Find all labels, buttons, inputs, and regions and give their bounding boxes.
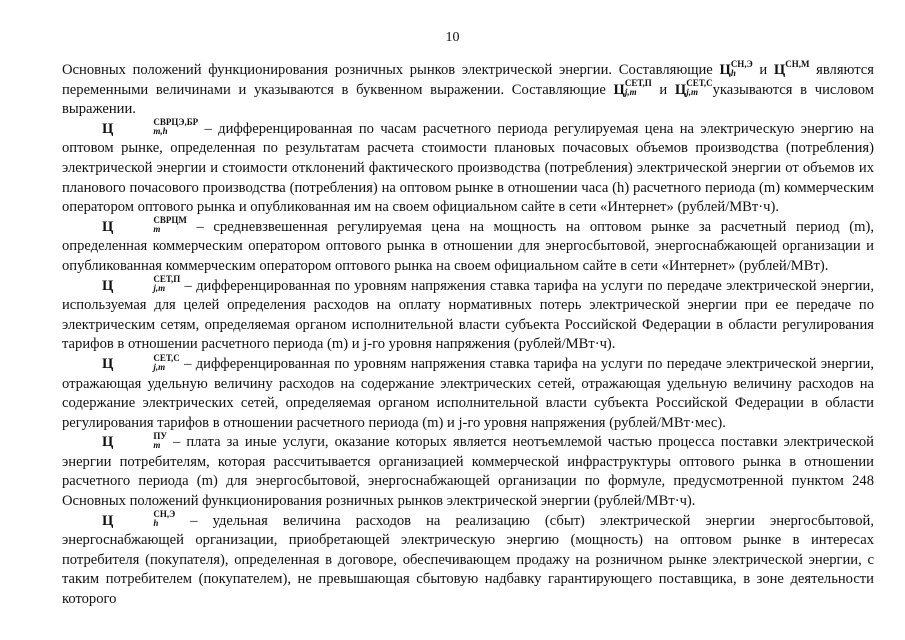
symbol-indices	[785, 60, 809, 78]
text-run: – плата за иные услуги, оказание которых является неотъемлемой частью процесса поставки электрической энергии потребителям, которая рассчитывается организацией коммерческой инфраструктуры оптового рынка в отношении расчетного периода (m) для энергосбытовой, энергоснабжающей организации по формуле, предусмотренной пунктом 248 Основных положений функционирования розничных рынков электрической энергии (рублей/МВт·ч).	[62, 434, 874, 510]
symbol-indices	[113, 432, 167, 450]
formula-symbol	[674, 78, 713, 98]
symbol-base: Ц	[102, 355, 114, 372]
text-run: – средневзвешенная регулируемая цена на мощность на оптовом рынке за расчетный период (m), определенная коммерческим оператором оптового рынка в отношении для энергосбытовой, энергоснабжающей организации и опубликованная коммерческим оператором оптового рынка на своем официальном сайте в сети «Интернет» (рублей/МВт).	[62, 218, 874, 274]
symbol-indices	[113, 216, 187, 234]
formula-symbol	[613, 78, 652, 98]
symbol-indices	[686, 79, 712, 97]
symbol-subscript: j,m	[686, 87, 699, 98]
symbol-subscript: j,m	[624, 87, 637, 98]
paragraph	[62, 430, 874, 511]
symbol-base: Ц	[719, 62, 731, 78]
symbol-superscript: ПУ	[153, 430, 167, 441]
symbol-base: Ц	[102, 218, 114, 235]
formula-symbol	[102, 117, 199, 137]
page-number: 10	[445, 30, 460, 45]
symbol-base: Ц	[102, 434, 114, 451]
paragraph	[62, 352, 874, 433]
formula-symbol	[102, 215, 187, 235]
document-body	[62, 58, 874, 610]
text-run: – дифференцированная по часам расчетного периода регулируемая цена на электрическую энергию на оптовом рынке, определенная по результатам расчета стоимости плановых почасовых объемов производства (потребления) электрической энергии и стоимости отклонений фактического производства (потребления) электрической энергии от объемов их планового почасового производства (потребления) на оптовом рынке в отношении часа (h) расчетного периода (m) коммерческим оператором оптового рынка и опубликованная им на своем официальном сайте в сети «Интернет» (рублей/МВт·ч).	[62, 120, 874, 216]
symbol-subscript	[785, 69, 809, 78]
paragraph	[62, 274, 874, 355]
symbol-subscript: m	[153, 439, 161, 450]
symbol-subscript: m,h	[153, 126, 168, 137]
symbol-superscript: СН,М	[785, 58, 810, 69]
symbol-indices	[113, 275, 180, 293]
formula-symbol	[773, 58, 810, 78]
symbol-subscript: j,m	[153, 283, 166, 294]
text-run: – удельная величина расходов на реализацию (сбыт) электрической энергии энергосбытовой, энергоснабжающей организации, приобретающей электрическую энергию (мощность) на оптовом рынке в интересах потребителя (покупателя), определенная в договоре, обеспечивающем продажу на розничном рынке электрической энергии, с таким потребителем (покупателем), не превышающая сбытовую надбавку гарантирующего поставщика, в зоне деятельности которого	[62, 512, 874, 608]
symbol-base: Ц	[613, 81, 625, 98]
text-run: являются переменными величинами и указываются в буквенном выражении. Составляющие	[62, 62, 874, 98]
symbol-superscript: СВРЦЭ,БР	[153, 117, 199, 128]
text-run: Основных положений функционирования розничных рынков электрической энергии. Составляющие	[62, 62, 720, 78]
symbol-indices	[625, 79, 652, 97]
formula-symbol	[102, 274, 181, 294]
paragraph	[62, 215, 874, 277]
formula-symbol	[719, 58, 753, 78]
formula-symbol	[102, 352, 180, 372]
symbol-base: Ц	[674, 81, 687, 98]
symbol-subscript: h	[730, 67, 736, 78]
symbol-superscript: СН,Э	[730, 58, 753, 69]
symbol-superscript: СВРЦМ	[153, 215, 187, 226]
symbol-superscript: СН,Э	[153, 509, 176, 520]
text-run: и	[752, 62, 774, 78]
formula-symbol	[102, 430, 167, 451]
symbol-superscript: СЕТ,С	[153, 352, 180, 363]
symbol-base: Ц	[102, 120, 114, 137]
symbol-superscript: СЕТ,П	[624, 78, 652, 89]
text-run: – дифференцированная по уровням напряжения ставка тарифа на услуги по передаче электрической энергии, отражающая удельную величину расходов на содержание электрических сетей, отражающая удельную величину расходов на содержание электрических сетей, определяемая органом исполнительной власти субъекта Российской Федерации в области регулирования тарифов в отношении расчетного периода (m) и j-го уровня напряжения (рублей/МВт·мес).	[62, 355, 874, 431]
text-run: – дифференцированная по уровням напряжения ставка тарифа на услуги по передаче электрической энергии, используемая для целей определения расходов на оплату нормативных потерь электрической энергии при ее передаче по электрическим сетям, определяемая органом исполнительной власти субъекта Российской Федерации в области регулирования тарифов в отношении расчетного периода (m) и j-го уровня напряжения (рублей/МВт·ч).	[62, 277, 874, 353]
text-run: и	[651, 81, 675, 98]
paragraph	[62, 117, 874, 218]
paragraph	[62, 509, 874, 610]
symbol-base: Ц	[102, 512, 114, 529]
symbol-subscript: j,m	[153, 361, 166, 372]
paragraph	[62, 58, 874, 120]
symbol-base: Ц	[102, 277, 114, 294]
symbol-indices	[113, 354, 179, 372]
symbol-subscript: h	[153, 518, 159, 529]
symbol-superscript: СЕТ,П	[153, 274, 181, 285]
text-run: указываются в числовом выражении.	[62, 81, 874, 118]
symbol-superscript: СЕТ,С	[686, 78, 713, 89]
symbol-indices	[731, 60, 753, 78]
symbol-indices	[113, 118, 198, 136]
formula-symbol	[102, 509, 176, 529]
symbol-indices	[113, 510, 175, 528]
symbol-base: Ц	[773, 62, 786, 78]
symbol-subscript: m	[153, 224, 161, 235]
